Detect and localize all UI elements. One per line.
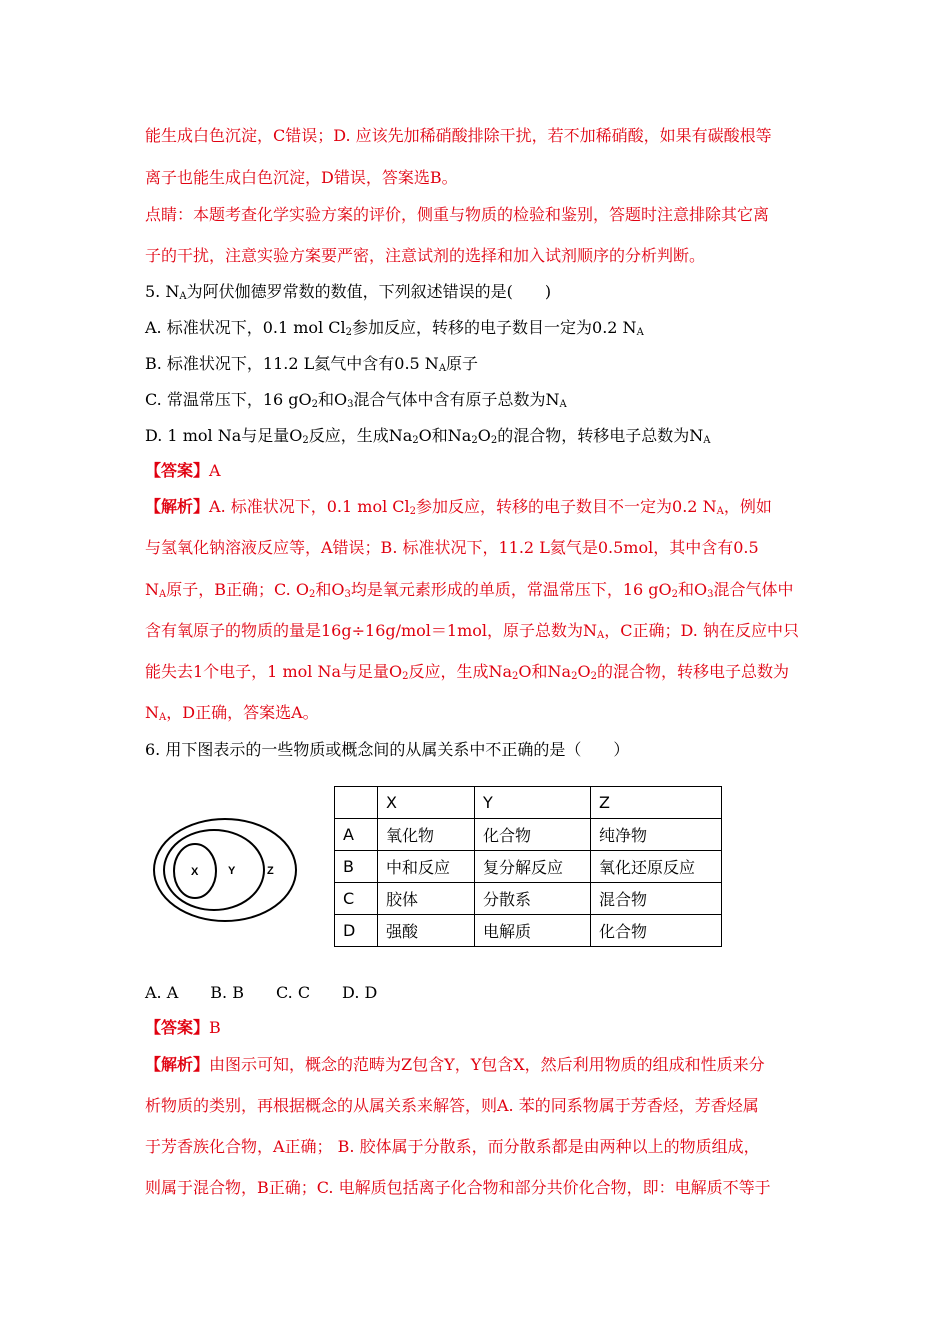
text-line: 则属于混合物，B正确；C. 电解质包括离子化合物和部分共价化合物，即：电解质不等于 (145, 1178, 771, 1197)
table-cell: 氧化还原反应 (591, 851, 722, 883)
text-line: 6. 用下图表示的一些物质或概念间的从属关系中不正确的是（ ） (145, 740, 630, 759)
table-header-row (335, 787, 722, 819)
table-cell: 强酸 (378, 915, 475, 947)
text-line: 【答案】A (145, 461, 221, 480)
text-line: 【答案】B (145, 1018, 221, 1037)
table-cell: 中和反应 (378, 851, 475, 883)
table-cell: 电解质 (475, 915, 591, 947)
table-row (335, 851, 722, 883)
text-line: 【解析】由图示可知，概念的范畴为Z包含Y，Y包含X，然后利用物质的组成和性质来分 (145, 1055, 765, 1074)
text-line: D. 1 mol Na与足量$O_2$反应，生成$Na_2O$和$Na_2O_2$的混合物，转移电子总数为$N_A$ (145, 426, 711, 446)
table-header-cell: X (378, 787, 475, 819)
table-cell: 纯净物 (591, 819, 722, 851)
table-header-cell: Z (591, 787, 722, 819)
text-line: 含有氧原子的物质的量是16g÷16g/mol＝1mol，原子总数为$N_A$，C正确；D. 钠在反应中只 (145, 621, 799, 641)
text-line: $N_A$原子，B正确；C. $O_2$和$O_3$均是氧元素形成的单质，常温常压下，16 $gO_2$和$O_3$混合气体中 (145, 580, 794, 600)
text-line: $N_A$，D正确，答案选A。 (145, 703, 319, 723)
text-line: 于芳香族化合物，A正确； B. 胶体属于分散系，而分散系都是由两种以上的物质组成， (145, 1137, 760, 1156)
table-cell: A (335, 819, 378, 851)
text-line: 离子也能生成白色沉淀，D错误，答案选B。 (145, 168, 458, 187)
table-header-cell (335, 787, 378, 819)
text-line: A. 标准状况下，0.1 mol $Cl_2$参加反应，转移的电子数目一定为0.2 $N_A$ (145, 318, 644, 338)
table-cell: 分散系 (475, 883, 591, 915)
table-cell: 复分解反应 (475, 851, 591, 883)
text-line: 子的干扰，注意实验方案要严密，注意试剂的选择和加入试剂顺序的分析判断。 (145, 246, 706, 265)
text-line: 点睛：本题考查化学实验方案的评价，侧重与物质的检验和鉴别，答题时注意排除其它离 (145, 205, 770, 224)
text-line: 与氢氧化钠溶液反应等，A错误；B. 标准状况下，11.2 L氦气是0.5mol，其中含有0.5 (145, 538, 759, 557)
text-line: 【解析】A. 标准状况下，0.1 mol $Cl_2$参加反应，转移的电子数目不一定为0.2 $N_A$，例如 (145, 497, 772, 517)
text-line: 能失去1个电子，1 mol Na与足量$O_2$反应，生成$Na_2O$和$Na_2O_2$的混合物，转移电子总数为 (145, 662, 789, 682)
set-y-ellipse (164, 830, 264, 910)
set-y-label: Y (228, 865, 236, 877)
set-x-label: X (191, 866, 199, 878)
text-line: 5. $N_A$为阿伏伽德罗常数的数值，下列叙述错误的是( ) (145, 282, 552, 302)
set-z-label: Z (267, 865, 274, 877)
table-cell: 混合物 (591, 883, 722, 915)
table-cell: D (335, 915, 378, 947)
table-cell: 化合物 (475, 819, 591, 851)
table-row (335, 819, 722, 851)
nested-set-diagram (150, 815, 300, 925)
text-line: C. 常温常压下，16 $gO_2$和$O_3$混合气体中含有原子总数为$N_A$ (145, 390, 567, 410)
table-header-cell: Y (475, 787, 591, 819)
table-row (335, 883, 722, 915)
table-cell: 氧化物 (378, 819, 475, 851)
table-cell: B (335, 851, 378, 883)
text-line: 能生成白色沉淀，C错误；D. 应该先加稀硝酸排除干扰，若不加稀硝酸，如果有碳酸根等 (145, 126, 772, 145)
table-row (335, 915, 722, 947)
table-cell: 化合物 (591, 915, 722, 947)
options-table (334, 786, 722, 947)
table-cell: C (335, 883, 378, 915)
text-line: B. 标准状况下，11.2 L氦气中含有0.5 $N_A$原子 (145, 354, 479, 374)
text-line: A. A B. B C. C D. D (145, 983, 378, 1002)
text-line: 析物质的类别，再根据概念的从属关系来解答，则A. 苯的同系物属于芳香烃，芳香烃属 (145, 1096, 759, 1115)
set-z-ellipse (154, 819, 296, 921)
table-cell: 胶体 (378, 883, 475, 915)
